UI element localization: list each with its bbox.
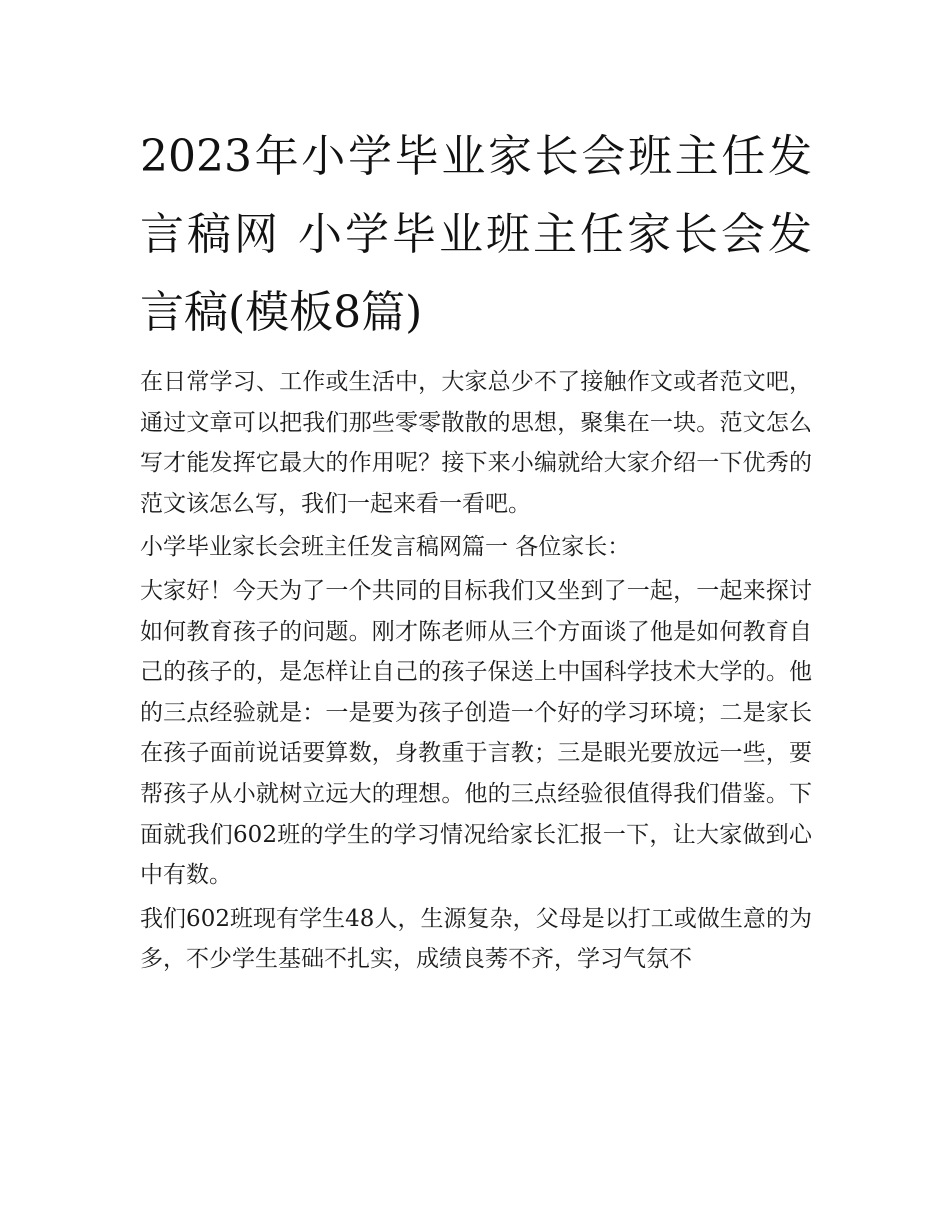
- document-page: [140, 118, 812, 980]
- body-paragraph-class-info: 我们602班现有学生48人，生源复杂，父母是以打工或做生意的为多，不少学生基础不扎实，成绩良莠不齐，学习气氛不: [140, 905, 812, 973]
- intro-paragraph: 在日常学习、工作或生活中，大家总少不了接触作文或者范文吧，通过文章可以把我们那些零零散散的思想，聚集在一块。范文怎么写才能发挥它最大的作用呢？接下来小编就给大家介绍一下优秀的范文该怎么写，我们一起来看一看吧。: [140, 369, 812, 517]
- body-paragraph-greeting: 大家好！今天为了一个共同的目标我们又坐到了一起，一起来探讨如何教育孩子的问题。刚才陈老师从三个方面谈了他是如何教育自己的孩子的，是怎样让自己的孩子保送上中国科学技术大学的。他的三点经验就是：一是要为孩子创造一个好的学习环境；二是家长在孩子面前说话要算数，身教重于言教；三是眼光要放远一些，要帮孩子从小就树立远大的理想。他的三点经验很值得我们借鉴。下面就我们602班的学生的学习情况给家长汇报一下，让大家做到心中有数。: [140, 577, 812, 889]
- section-heading-paragraph: 小学毕业家长会班主任发言稿网篇一 各位家长：: [140, 534, 631, 561]
- document-title: 2023年小学毕业家长会班主任发言稿网 小学毕业班主任家长会发言稿(模板8篇): [140, 131, 812, 338]
